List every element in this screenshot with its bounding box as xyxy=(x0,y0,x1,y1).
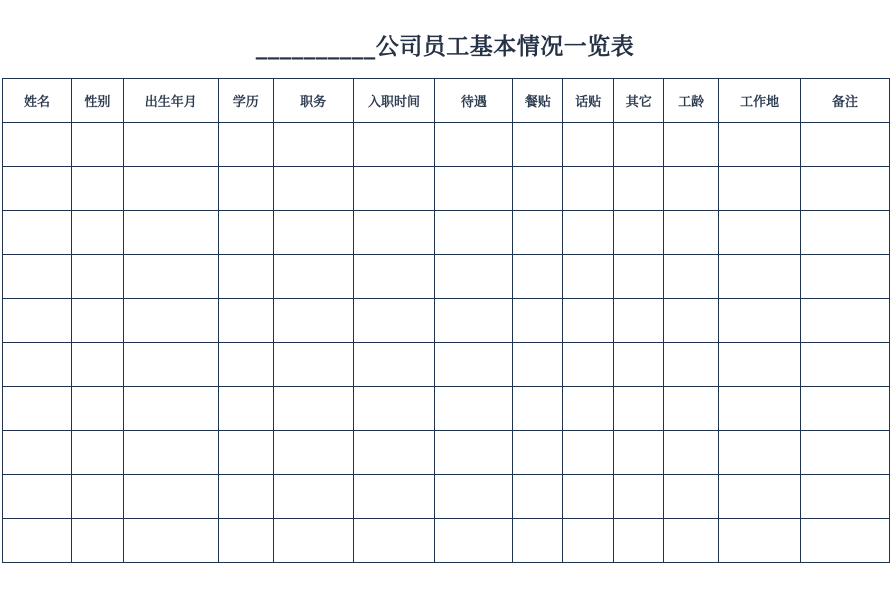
table-cell[interactable] xyxy=(719,299,801,343)
table-cell[interactable] xyxy=(801,211,890,255)
table-cell[interactable] xyxy=(273,431,353,475)
table-cell[interactable] xyxy=(614,343,664,387)
header-cell-remarks: 备注 xyxy=(801,79,890,123)
table-cell[interactable] xyxy=(664,387,719,431)
table-cell[interactable] xyxy=(719,343,801,387)
table-row xyxy=(3,167,890,211)
table-cell[interactable] xyxy=(563,387,614,431)
table-cell[interactable] xyxy=(123,167,218,211)
table-cell[interactable] xyxy=(3,387,72,431)
table-cell[interactable] xyxy=(273,255,353,299)
table-cell[interactable] xyxy=(435,387,513,431)
table-cell[interactable] xyxy=(218,519,273,563)
table-cell[interactable] xyxy=(123,343,218,387)
table-cell[interactable] xyxy=(614,123,664,167)
table-cell[interactable] xyxy=(513,211,563,255)
table-cell[interactable] xyxy=(71,167,123,211)
table-cell[interactable] xyxy=(353,475,435,519)
table-row xyxy=(3,255,890,299)
table-row xyxy=(3,123,890,167)
table-cell[interactable] xyxy=(719,519,801,563)
table-cell[interactable] xyxy=(435,519,513,563)
page-title: __________公司员工基本情况一览表 xyxy=(255,34,635,60)
employee-table-container xyxy=(2,78,890,563)
table-cell[interactable] xyxy=(353,431,435,475)
table-cell[interactable] xyxy=(218,255,273,299)
table-cell[interactable] xyxy=(719,123,801,167)
table-cell[interactable] xyxy=(614,167,664,211)
table-cell[interactable] xyxy=(513,519,563,563)
table-cell[interactable] xyxy=(664,431,719,475)
table-cell[interactable] xyxy=(801,255,890,299)
table-cell[interactable] xyxy=(218,387,273,431)
table-cell[interactable] xyxy=(513,431,563,475)
table-cell[interactable] xyxy=(719,211,801,255)
table-cell[interactable] xyxy=(218,123,273,167)
table-cell[interactable] xyxy=(273,387,353,431)
table-cell[interactable] xyxy=(614,211,664,255)
table-cell[interactable] xyxy=(513,123,563,167)
header-cell-work-location: 工作地 xyxy=(719,79,801,123)
table-cell[interactable] xyxy=(435,167,513,211)
table-cell[interactable] xyxy=(3,299,72,343)
table-cell[interactable] xyxy=(353,343,435,387)
table-row xyxy=(3,387,890,431)
table-cell[interactable] xyxy=(353,167,435,211)
table-cell[interactable] xyxy=(513,475,563,519)
table-cell[interactable] xyxy=(614,299,664,343)
table-cell[interactable] xyxy=(3,519,72,563)
table-cell[interactable] xyxy=(719,255,801,299)
table-cell[interactable] xyxy=(435,431,513,475)
table-cell[interactable] xyxy=(801,519,890,563)
table-cell[interactable] xyxy=(3,431,72,475)
table-row xyxy=(3,431,890,475)
header-cell-phone-allowance: 话贴 xyxy=(563,79,614,123)
table-cell[interactable] xyxy=(801,123,890,167)
table-cell[interactable] xyxy=(563,123,614,167)
header-cell-gender: 性别 xyxy=(71,79,123,123)
table-cell[interactable] xyxy=(513,343,563,387)
table-cell[interactable] xyxy=(614,255,664,299)
table-cell[interactable] xyxy=(353,519,435,563)
table-cell[interactable] xyxy=(563,343,614,387)
table-cell[interactable] xyxy=(3,167,72,211)
table-cell[interactable] xyxy=(563,255,614,299)
table-cell[interactable] xyxy=(614,431,664,475)
table-cell[interactable] xyxy=(664,299,719,343)
table-cell[interactable] xyxy=(664,167,719,211)
table-cell[interactable] xyxy=(614,519,664,563)
employee-table xyxy=(2,78,890,563)
header-cell-hire-date: 入职时间 xyxy=(353,79,435,123)
header-cell-name: 姓名 xyxy=(3,79,72,123)
table-cell[interactable] xyxy=(71,211,123,255)
table-cell[interactable] xyxy=(664,519,719,563)
table-cell[interactable] xyxy=(353,123,435,167)
table-cell[interactable] xyxy=(353,255,435,299)
header-cell-education: 学历 xyxy=(218,79,273,123)
header-cell-position: 职务 xyxy=(273,79,353,123)
table-cell[interactable] xyxy=(513,387,563,431)
table-cell[interactable] xyxy=(664,211,719,255)
table-cell[interactable] xyxy=(273,343,353,387)
table-cell[interactable] xyxy=(664,475,719,519)
table-cell[interactable] xyxy=(123,387,218,431)
table-cell[interactable] xyxy=(71,431,123,475)
header-row xyxy=(3,79,890,123)
table-cell[interactable] xyxy=(353,299,435,343)
table-cell[interactable] xyxy=(3,255,72,299)
table-cell[interactable] xyxy=(123,475,218,519)
table-cell[interactable] xyxy=(801,343,890,387)
table-cell[interactable] xyxy=(563,519,614,563)
table-cell[interactable] xyxy=(719,431,801,475)
table-cell[interactable] xyxy=(801,475,890,519)
table-cell[interactable] xyxy=(563,211,614,255)
table-cell[interactable] xyxy=(801,167,890,211)
table-cell[interactable] xyxy=(719,167,801,211)
table-cell[interactable] xyxy=(353,211,435,255)
table-cell[interactable] xyxy=(614,387,664,431)
table-cell[interactable] xyxy=(801,387,890,431)
table-cell[interactable] xyxy=(513,167,563,211)
header-cell-meal-allowance: 餐贴 xyxy=(513,79,563,123)
table-cell[interactable] xyxy=(273,123,353,167)
table-cell[interactable] xyxy=(435,255,513,299)
table-cell[interactable] xyxy=(435,343,513,387)
table-cell[interactable] xyxy=(218,299,273,343)
table-cell[interactable] xyxy=(435,299,513,343)
table-cell[interactable] xyxy=(218,475,273,519)
table-cell[interactable] xyxy=(3,343,72,387)
table-row xyxy=(3,475,890,519)
header-cell-birth-date: 出生年月 xyxy=(123,79,218,123)
table-cell[interactable] xyxy=(123,211,218,255)
table-cell[interactable] xyxy=(273,519,353,563)
table-cell[interactable] xyxy=(71,475,123,519)
table-cell[interactable] xyxy=(3,211,72,255)
table-cell[interactable] xyxy=(123,431,218,475)
table-cell[interactable] xyxy=(123,299,218,343)
table-cell[interactable] xyxy=(435,475,513,519)
table-cell[interactable] xyxy=(273,475,353,519)
table-cell[interactable] xyxy=(71,255,123,299)
table-cell[interactable] xyxy=(3,475,72,519)
table-cell[interactable] xyxy=(719,475,801,519)
table-row xyxy=(3,343,890,387)
table-cell[interactable] xyxy=(563,299,614,343)
table-cell[interactable] xyxy=(801,431,890,475)
table-cell[interactable] xyxy=(513,255,563,299)
table-cell[interactable] xyxy=(353,387,435,431)
table-cell[interactable] xyxy=(801,299,890,343)
table-cell[interactable] xyxy=(218,167,273,211)
table-cell[interactable] xyxy=(71,123,123,167)
table-cell[interactable] xyxy=(513,299,563,343)
header-cell-other: 其它 xyxy=(614,79,664,123)
table-cell[interactable] xyxy=(273,167,353,211)
header-cell-seniority: 工龄 xyxy=(664,79,719,123)
table-cell[interactable] xyxy=(664,343,719,387)
table-cell[interactable] xyxy=(435,211,513,255)
table-cell[interactable] xyxy=(563,475,614,519)
table-cell[interactable] xyxy=(218,343,273,387)
table-cell[interactable] xyxy=(123,519,218,563)
table-cell[interactable] xyxy=(3,123,72,167)
table-row xyxy=(3,211,890,255)
table-cell[interactable] xyxy=(123,123,218,167)
table-cell[interactable] xyxy=(273,211,353,255)
table-body xyxy=(3,123,890,563)
table-cell[interactable] xyxy=(563,167,614,211)
table-cell[interactable] xyxy=(218,431,273,475)
table-cell[interactable] xyxy=(273,299,353,343)
table-cell[interactable] xyxy=(71,343,123,387)
table-cell[interactable] xyxy=(123,255,218,299)
table-cell[interactable] xyxy=(218,211,273,255)
table-cell[interactable] xyxy=(664,255,719,299)
table-cell[interactable] xyxy=(71,387,123,431)
table-cell[interactable] xyxy=(435,123,513,167)
table-cell[interactable] xyxy=(563,431,614,475)
table-row xyxy=(3,519,890,563)
table-cell[interactable] xyxy=(71,519,123,563)
header-cell-compensation: 待遇 xyxy=(435,79,513,123)
table-cell[interactable] xyxy=(719,387,801,431)
table-cell[interactable] xyxy=(71,299,123,343)
table-cell[interactable] xyxy=(614,475,664,519)
table-cell[interactable] xyxy=(664,123,719,167)
table-row xyxy=(3,299,890,343)
